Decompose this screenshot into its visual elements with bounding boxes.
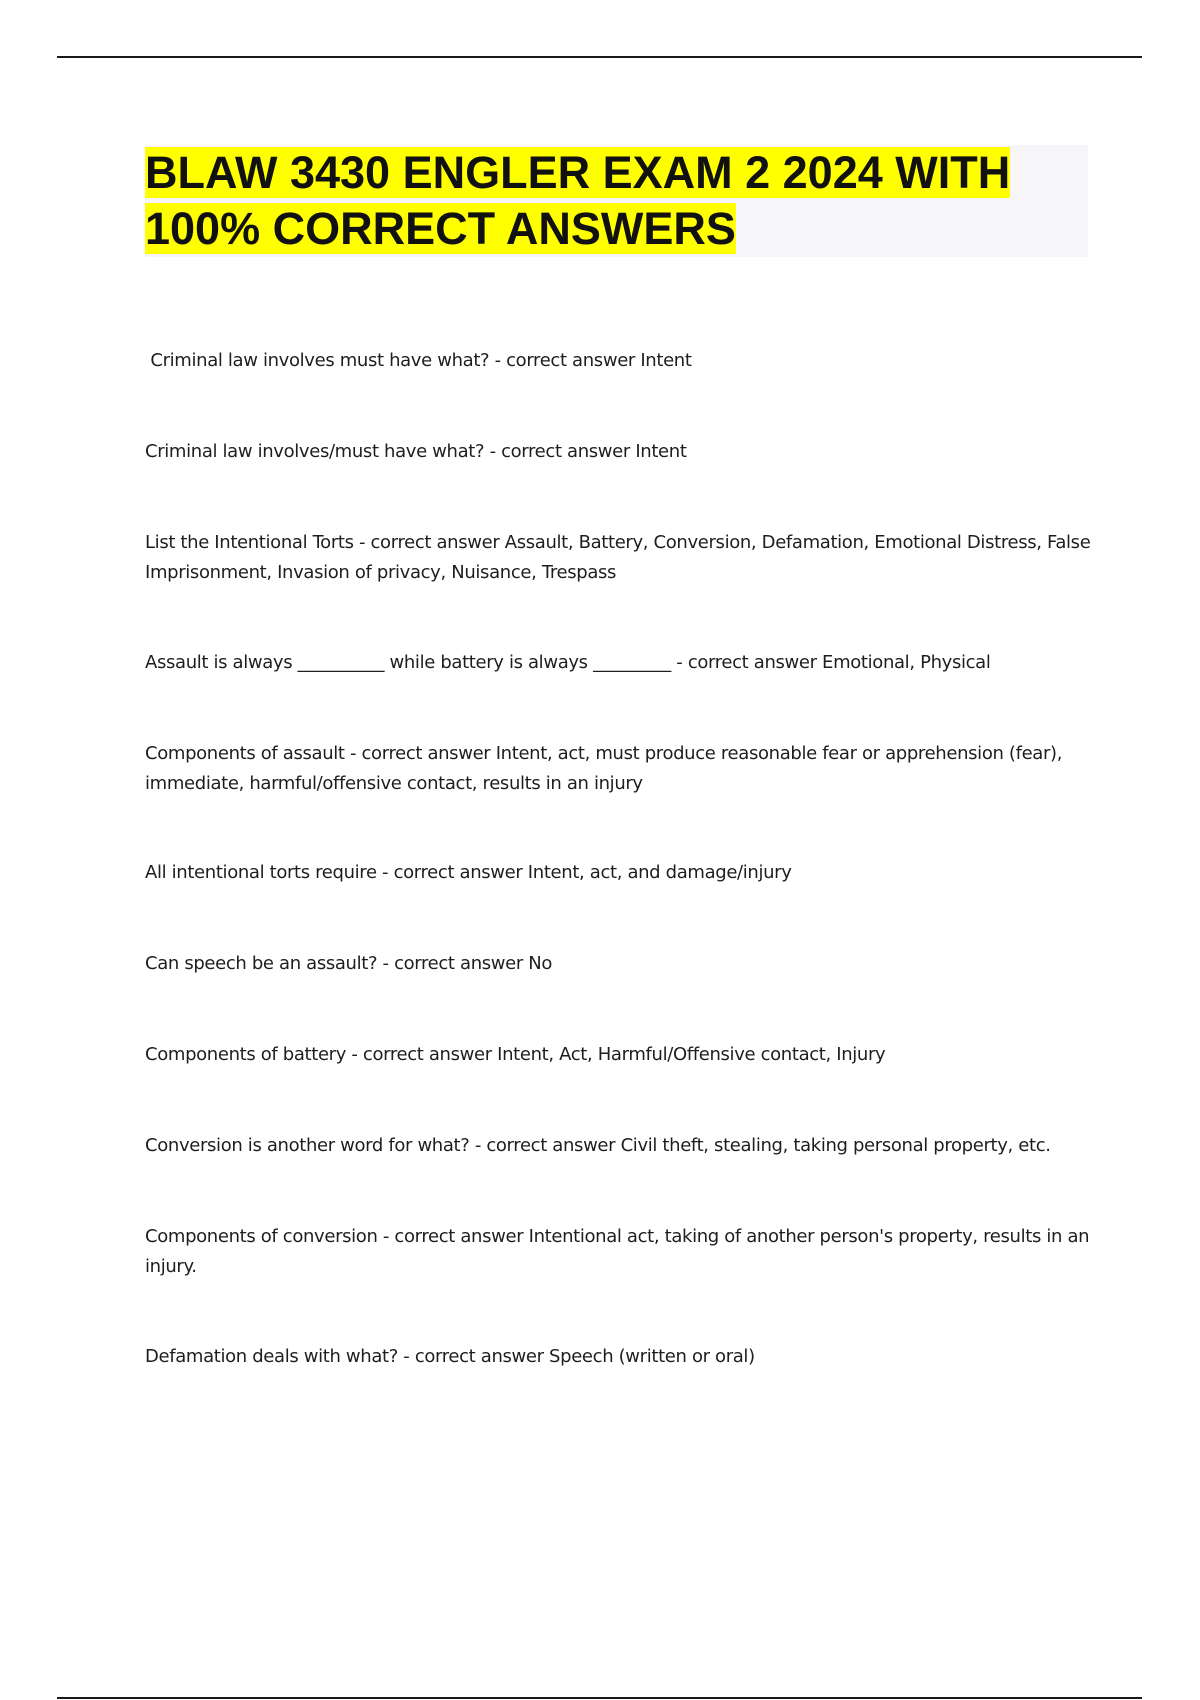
qa-item: List the Intentional Torts - correct answer Assault, Battery, Conversion, Defamation, Emotional Distress, False Imprisonment, Invasion of privacy, Nuisance, Trespass	[145, 532, 1096, 583]
qa-item: Components of battery - correct answer Intent, Act, Harmful/Offensive contact, Injury	[145, 1044, 886, 1065]
document-title	[145, 145, 1088, 257]
qa-item: Conversion is another word for what? - correct answer Civil theft, stealing, taking personal property, etc.	[145, 1135, 1051, 1156]
footer-rule	[57, 1697, 1142, 1699]
header-rule	[57, 56, 1142, 58]
qa-item: Components of assault - correct answer Intent, act, must produce reasonable fear or apprehension (fear), immediate, harmful/offensive contact, results in an injury	[145, 743, 1068, 794]
qa-item: Components of conversion - correct answer Intentional act, taking of another person's property, results in an injury.	[145, 1226, 1095, 1277]
qa-item: All intentional torts require - correct answer Intent, act, and damage/injury	[145, 862, 792, 883]
qa-item: Defamation deals with what? - correct answer Speech (written or oral)	[145, 1346, 755, 1367]
qa-item: Can speech be an assault? - correct answer No	[145, 953, 553, 974]
qa-item: Criminal law involves must have what? - correct answer Intent	[145, 350, 692, 371]
qa-item: Assault is always __________ while battery is always _________ - correct answer Emotional, Physical	[145, 652, 991, 673]
title-block	[145, 145, 1088, 257]
document-title-text: BLAW 3430 ENGLER EXAM 2 2024 WITH 100% CORRECT ANSWERS	[145, 147, 1011, 254]
qa-item: Criminal law involves/must have what? - correct answer Intent	[145, 441, 687, 462]
